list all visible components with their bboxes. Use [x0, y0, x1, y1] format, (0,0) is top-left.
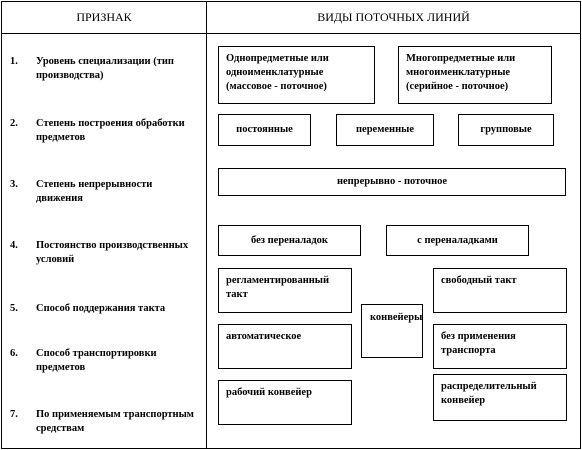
box-conveyors: конвейеры [361, 304, 423, 358]
box-no-transport: без применения транспорта [433, 324, 567, 369]
criterion-text: Постоянство производственных условий [36, 240, 189, 265]
box-variable: переменные [336, 114, 434, 146]
box-single-subject: Однопредметные или одноименклатурные (массовое - поточное) [218, 46, 375, 104]
box-multi-subject: Многопредметные или многоименклатурные (серийное - поточное) [398, 46, 552, 104]
box-regulated-takt: регламентированный такт [218, 268, 352, 313]
box-free-takt: свободный такт [433, 268, 567, 313]
criterion-text: Способ поддержания такта [36, 303, 166, 314]
criterion-number: 6. [10, 348, 18, 359]
box-working-conveyor: рабочий конвейер [218, 380, 352, 425]
header-criterion: ПРИЗНАК [1, 1, 207, 34]
criterion-number: 2. [10, 118, 18, 129]
box-automatic: автоматическое [218, 324, 352, 369]
box-constant: постоянные [218, 114, 311, 146]
criterion-text: Степень построения обработки предметов [36, 118, 185, 143]
criterion-text: Уровень специализации (тип производства) [36, 56, 174, 81]
box-with-changeover: с переналадками [386, 225, 529, 256]
criterion-text: По применяемым транспортным средствам [36, 409, 194, 434]
box-continuous: непрерывно - поточное [218, 168, 566, 196]
header-line-types: ВИДЫ ПОТОЧНЫХ ЛИНИЙ [206, 1, 581, 34]
box-group: групповые [458, 114, 554, 146]
box-no-changeover: без переналадок [218, 225, 361, 256]
criterion-number: 1. [10, 56, 18, 67]
criterion-number: 4. [10, 240, 18, 251]
criterion-text: Степень непрерывности движения [36, 179, 153, 204]
criterion-number: 3. [10, 179, 18, 190]
criterion-number: 5. [10, 303, 18, 314]
criterion-number: 7. [10, 409, 18, 420]
criterion-text: Способ транспортировки предметов [36, 348, 157, 373]
box-distribution-conveyor: распределительный конвейер [433, 374, 567, 421]
